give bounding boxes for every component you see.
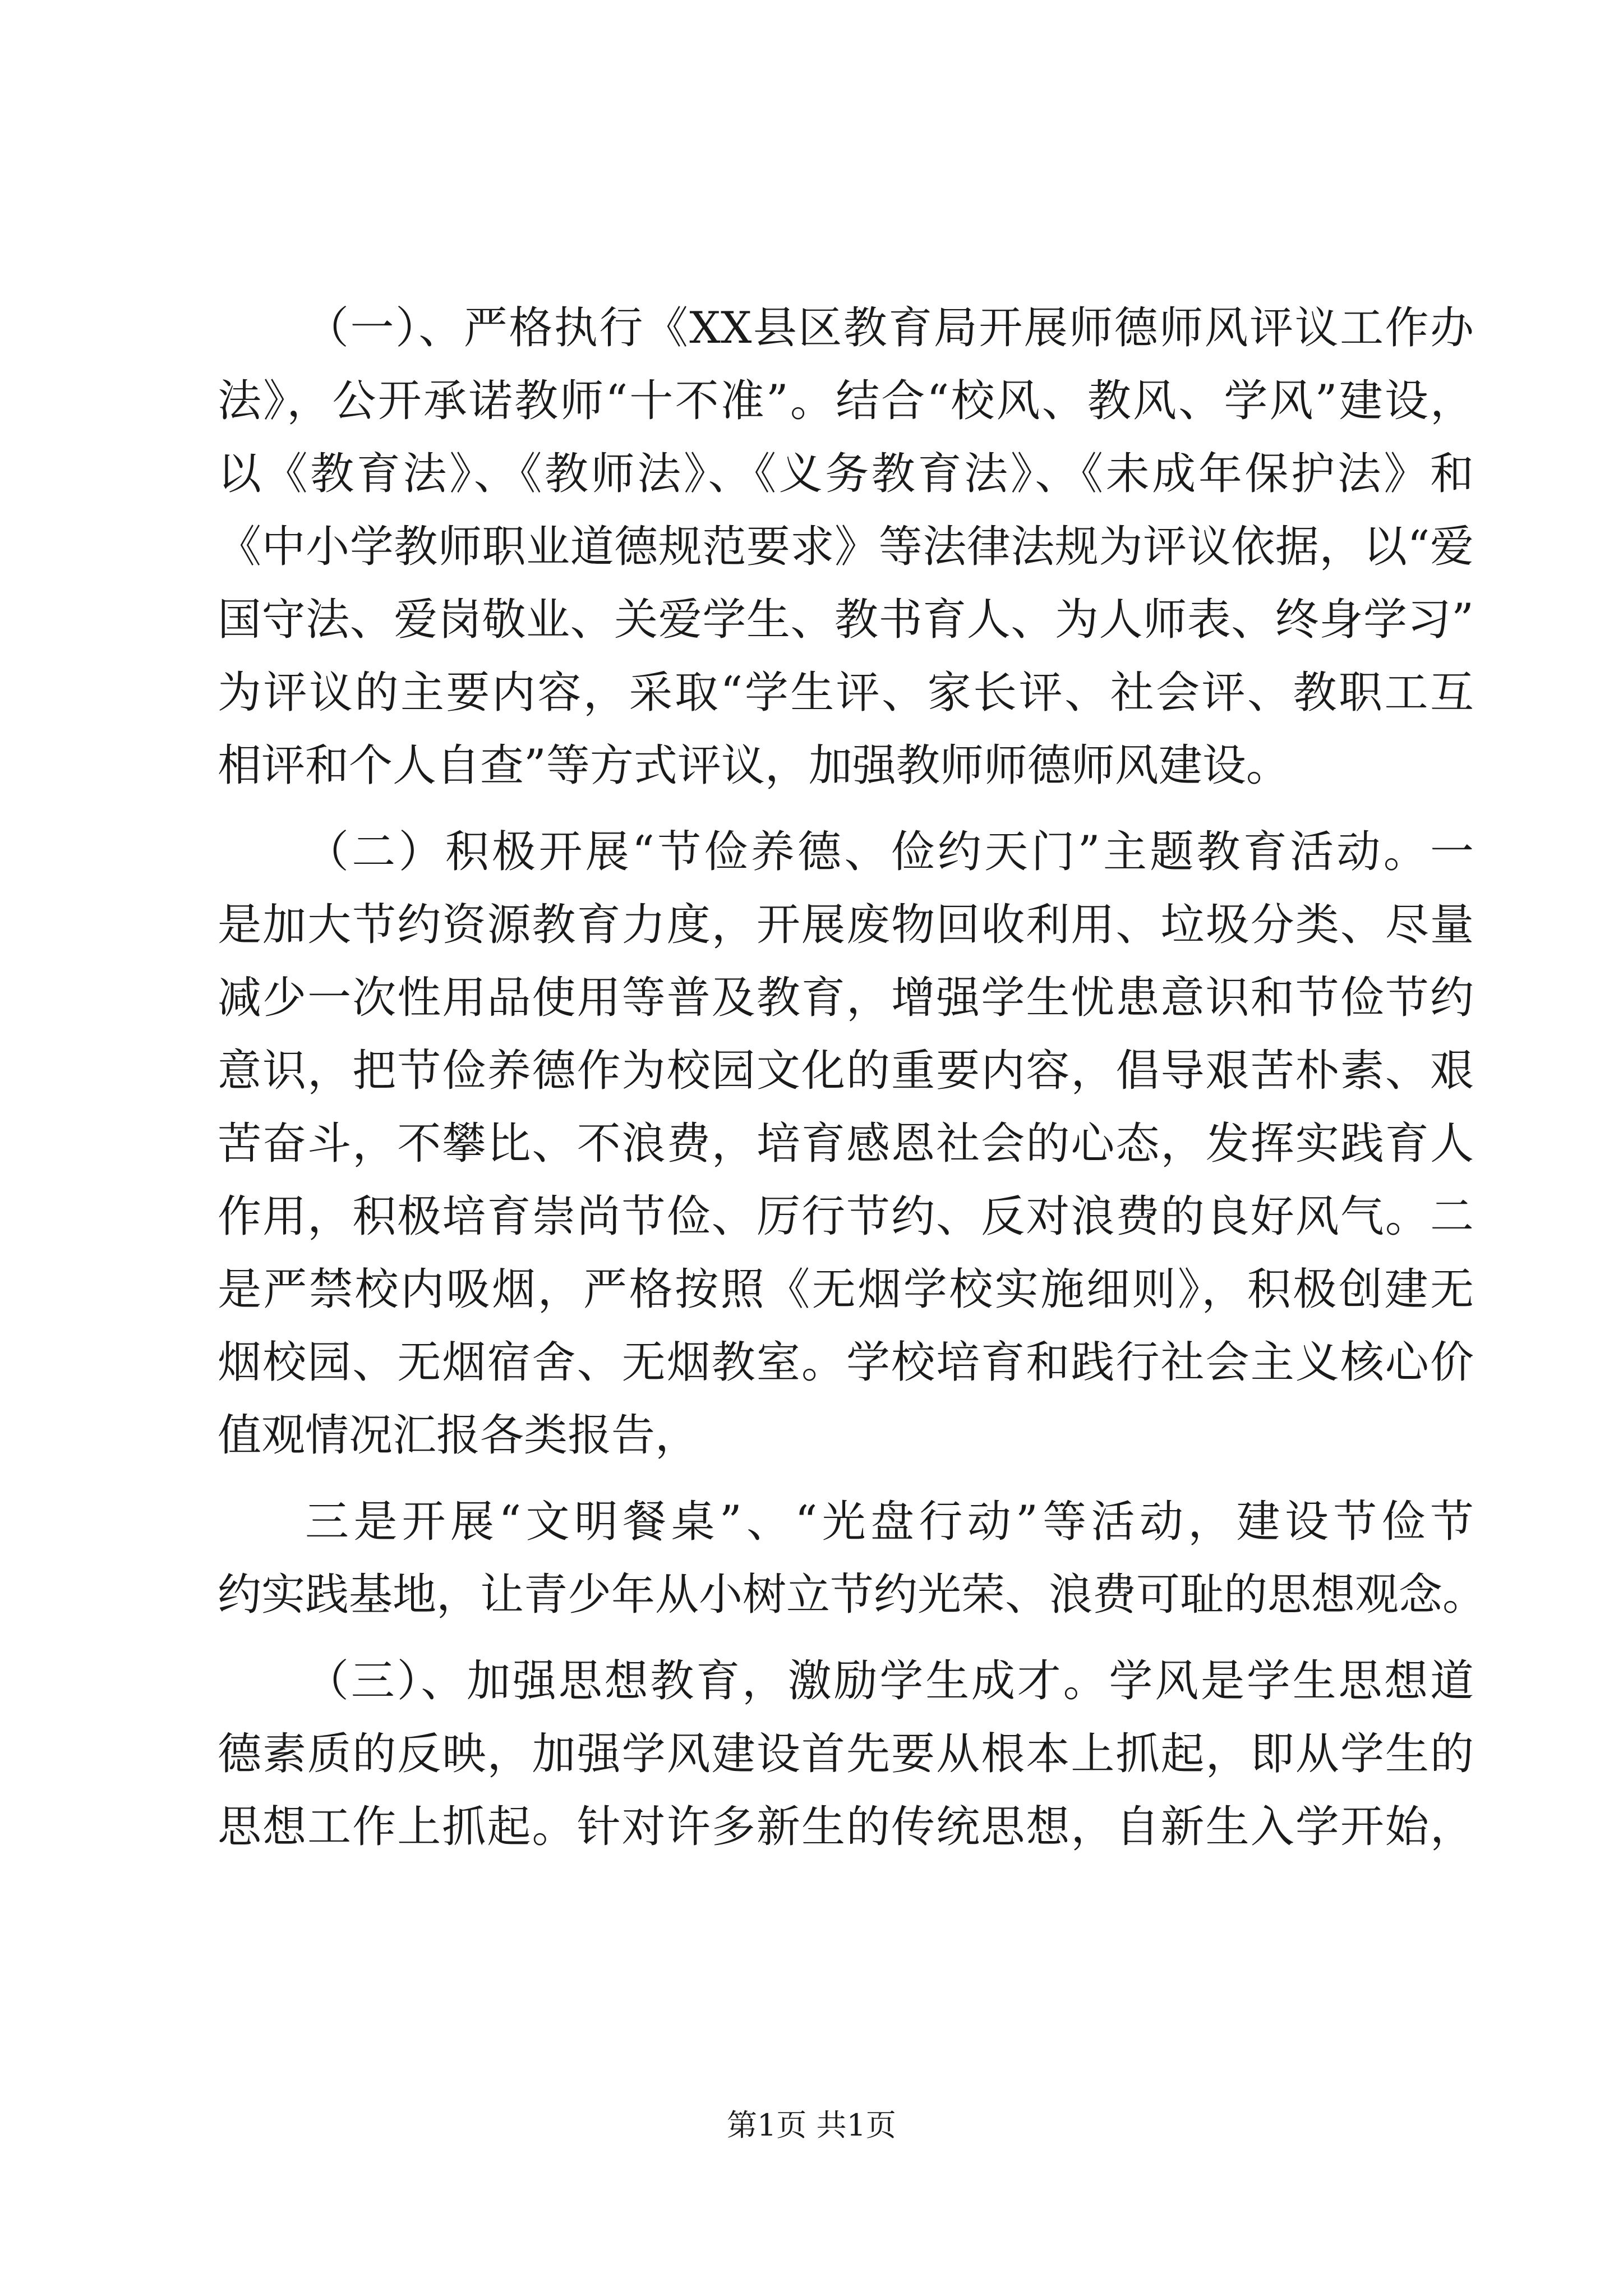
text-line: 是严禁校内吸烟，严格按照《无烟学校实施细则》，积极创建无	[218, 1264, 1474, 1315]
text-line: 为评议的主要内容，采取“学生评、家长评、社会评、教职工互	[218, 668, 1474, 718]
paragraph-2	[218, 816, 1474, 1472]
text-line: 作用，积极培育崇尚节俭、厉行节约、反对浪费的良好风气。二	[218, 1191, 1474, 1242]
text-line: 法》，公开承诺教师“十不准”。结合“校风、教风、学风”建设，	[218, 376, 1474, 426]
text-line: 减少一次性用品使用等普及教育，增强学生忧患意识和节俭节约	[218, 973, 1474, 1023]
text-line: 德素质的反映，加强学风建设首先要从根本上抓起，即从学生的	[218, 1729, 1474, 1779]
text-line: 值观情况汇报各类报告，	[218, 1410, 699, 1461]
text-line: 以《教育法》、《教师法》、《义务教育法》、《未成年保护法》和	[218, 449, 1474, 499]
text-line: 国守法、爱岗敬业、关爱学生、教书育人、为人师表、终身学习”	[218, 595, 1474, 645]
text-line: 烟校园、无烟宿舍、无烟教室。学校培育和践行社会主义核心价	[218, 1337, 1474, 1388]
text-line: （一）、严格执行《XX县区教育局开展师德师风评议工作办	[305, 303, 1474, 353]
text-line: 相评和个人自查”等方式评议，加强教师师德师风建设。	[218, 740, 1290, 791]
text-line: （二）积极开展“节俭养德、俭约天门”主题教育活动。一	[305, 827, 1474, 877]
text-line: 约实践基地，让青少年从小树立节约光荣、浪费可耻的思想观念。	[218, 1570, 1487, 1620]
text-line: （三）、加强思想教育，激励学生成才。学风是学生思想道	[305, 1656, 1474, 1706]
paragraph-3	[218, 1485, 1487, 1631]
text-line: 思想工作上抓起。针对许多新生的传统思想，自新生入学开始，	[218, 1802, 1474, 1852]
paragraph-1	[218, 292, 1474, 802]
page-number: 第1页 共1页	[727, 2108, 896, 2143]
text-line: 《中小学教师职业道德规范要求》等法律法规为评议依据，以“爱	[218, 522, 1474, 572]
text-line: 意识，把节俭养德作为校园文化的重要内容，倡导艰苦朴素、艰	[218, 1046, 1474, 1096]
paragraph-4	[218, 1645, 1474, 1864]
page-footer	[0, 2101, 1623, 2145]
text-line: 三是开展“文明餐桌”、“光盘行动”等活动，建设节俭节	[305, 1497, 1474, 1547]
text-line: 是加大节约资源教育力度，开展废物回收利用、垃圾分类、尽量	[218, 900, 1474, 950]
text-line: 苦奋斗，不攀比、不浪费，培育感恩社会的心态，发挥实践育人	[218, 1119, 1474, 1169]
body-text	[218, 292, 1487, 1864]
